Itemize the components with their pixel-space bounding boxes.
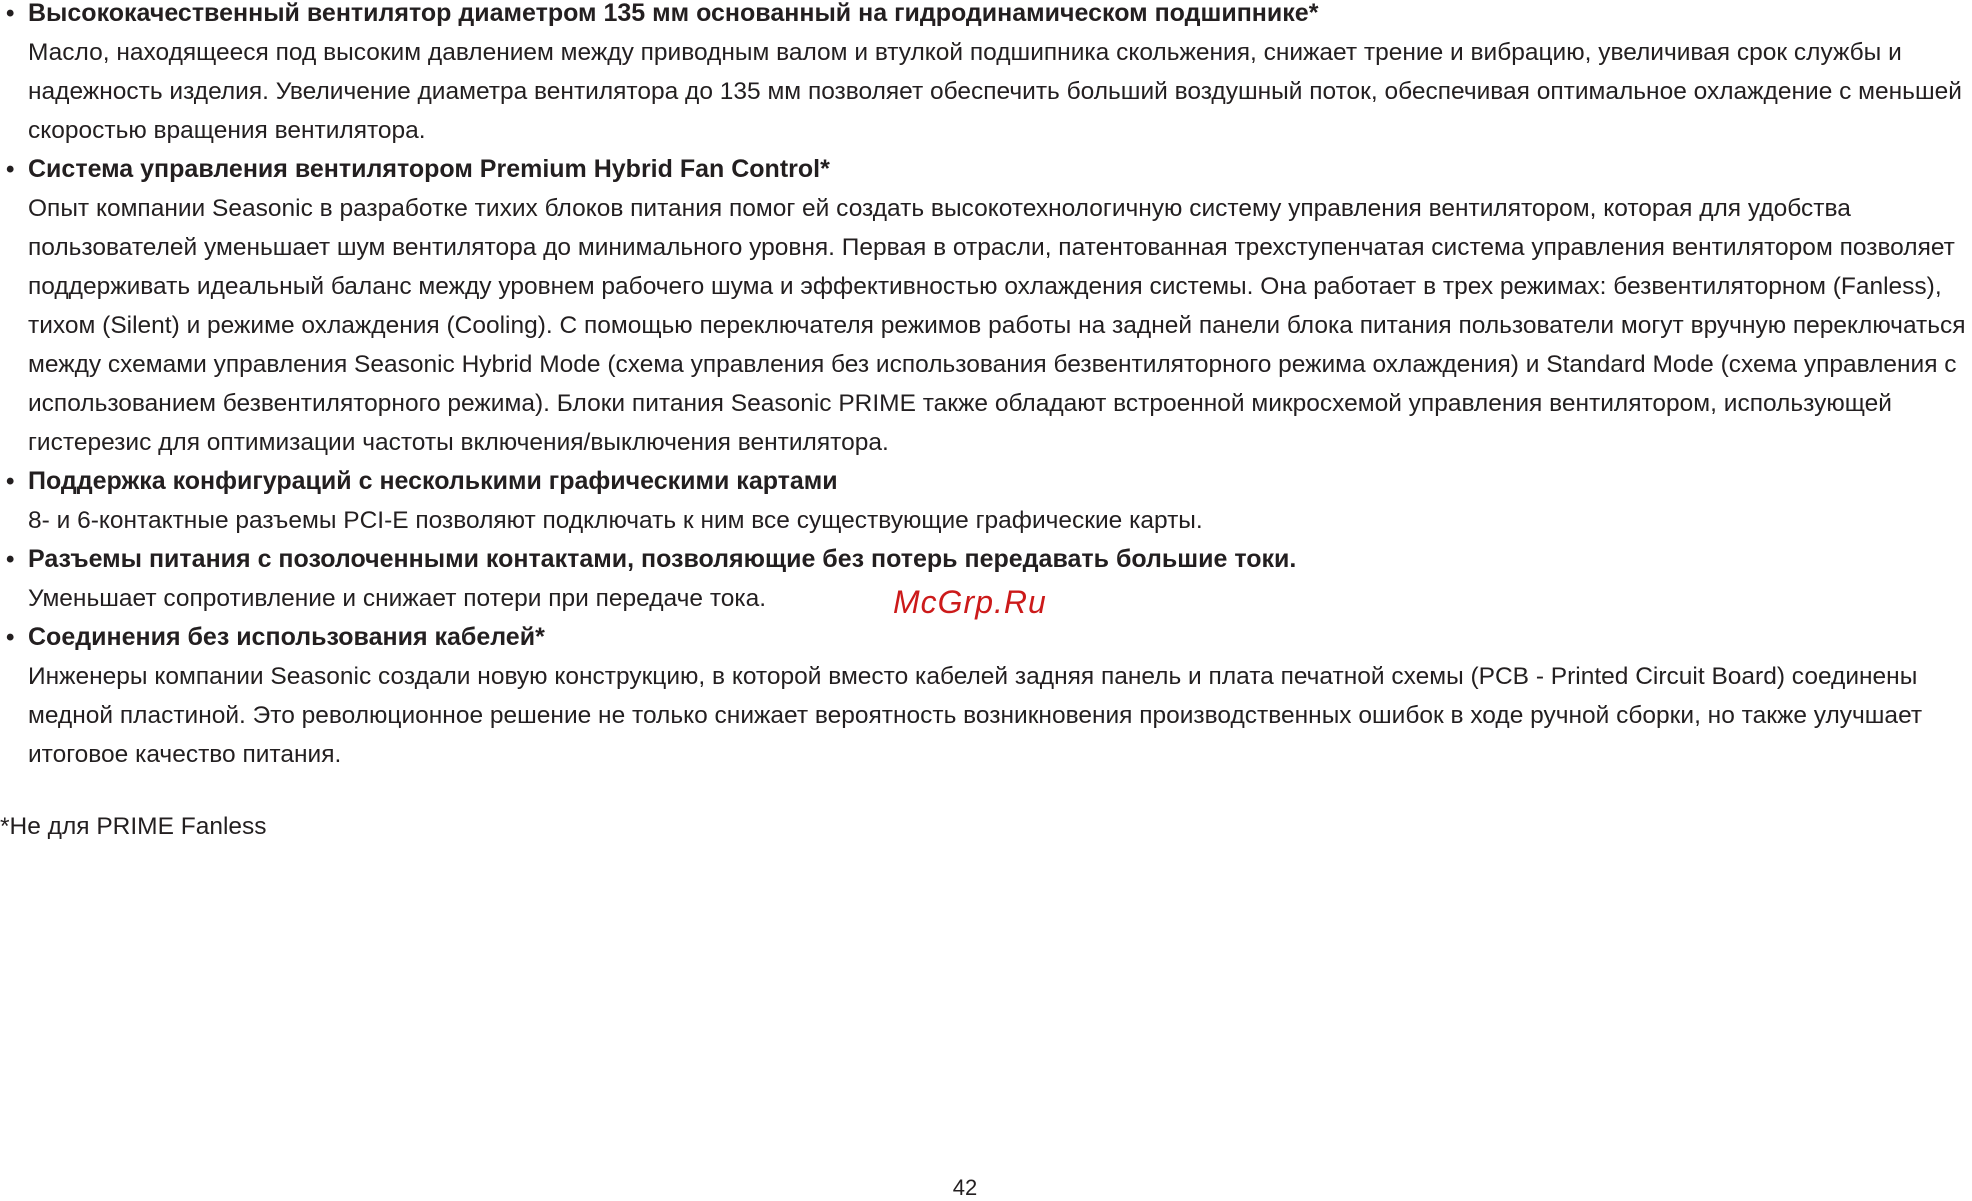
- bullet-icon: •: [6, 546, 15, 573]
- feature-item-fan: [0, 0, 1972, 150]
- feature-description: Инженеры компании Seasonic создали новую конструкцию, в которой вместо кабелей задняя панель и плата печатной схемы (PCB - Printed Circuit Board) соединены медной пластиной. Это революционное решение не только снижает вероятность возникновения производственных ошибок в ходе ручной сборки, но также улучшает итоговое качество питания.: [28, 663, 1923, 768]
- bullet-icon: •: [6, 624, 15, 651]
- feature-item-fan-control: [0, 150, 1972, 462]
- feature-description: 8- и 6-контактные разъемы PCI-E позволяют подключать к ним все существующие графические карты.: [28, 507, 1203, 534]
- page-number: 42: [952, 1175, 978, 1200]
- feature-heading: Разъемы питания с позолоченными контактами, позволяющие без потерь передавать большие токи.: [28, 545, 1297, 573]
- watermark: McGrp.Ru: [893, 584, 1047, 620]
- feature-heading: Система управления вентилятором Premium Hybrid Fan Control*: [28, 155, 830, 183]
- bullet-icon: •: [6, 0, 15, 27]
- feature-item-cableless: [0, 618, 1972, 774]
- feature-description: Масло, находящееся под высоким давлением между приводным валом и втулкой подшипника скольжения, снижает трение и вибрацию, увеличивая срок службы и надежность изделия. Увеличение диаметра вентилятора до 135 мм позволяет обеспечить больший воздушный поток, обеспечивая оптимальное охлаждение с меньшей скоростью вращения вентилятора.: [28, 39, 1962, 144]
- feature-heading: Соединения без использования кабелей*: [28, 623, 545, 651]
- feature-description: Уменьшает сопротивление и снижает потери при передаче тока.: [28, 585, 767, 612]
- feature-item-multi-gpu: [0, 462, 1972, 540]
- bullet-icon: •: [6, 156, 15, 183]
- feature-description: Опыт компании Seasonic в разработке тихих блоков питания помог ей создать высокотехнологичную систему управления вентилятором, которая для удобства пользователей уменьшает шум вентилятора до минимального уровня. Первая в отрасли, патентованная трехступенчатая система управления вентилятором позволяет поддерживать идеальный баланс между уровнем рабочего шума и эффективностью охлаждения системы. Она работает в трех режимах: безвентиляторном (Fanless), тихом (Silent) и режиме охлаждения (Cooling). С помощью переключателя режимов работы на задней панели блока питания пользователи могут вручную переключаться между схемами управления Seasonic Hybrid Mode (схема управления без использования безвентиляторного режима охлаждения) и Standard Mode (схема управления с использованием безвентиляторного режима). Блоки питания Seasonic PRIME также обладают встроенной микросхемой управления вентилятором, использующей гистерезис для оптимизации частоты включения/выключения вентилятора.: [28, 195, 1966, 456]
- footnote: *Не для PRIME Fanless: [0, 813, 267, 840]
- bullet-icon: •: [6, 468, 15, 495]
- feature-heading: Поддержка конфигураций с несколькими графическими картами: [28, 467, 838, 495]
- feature-heading: Высококачественный вентилятор диаметром 135 мм основанный на гидродинамическом подшипнике*: [28, 0, 1319, 27]
